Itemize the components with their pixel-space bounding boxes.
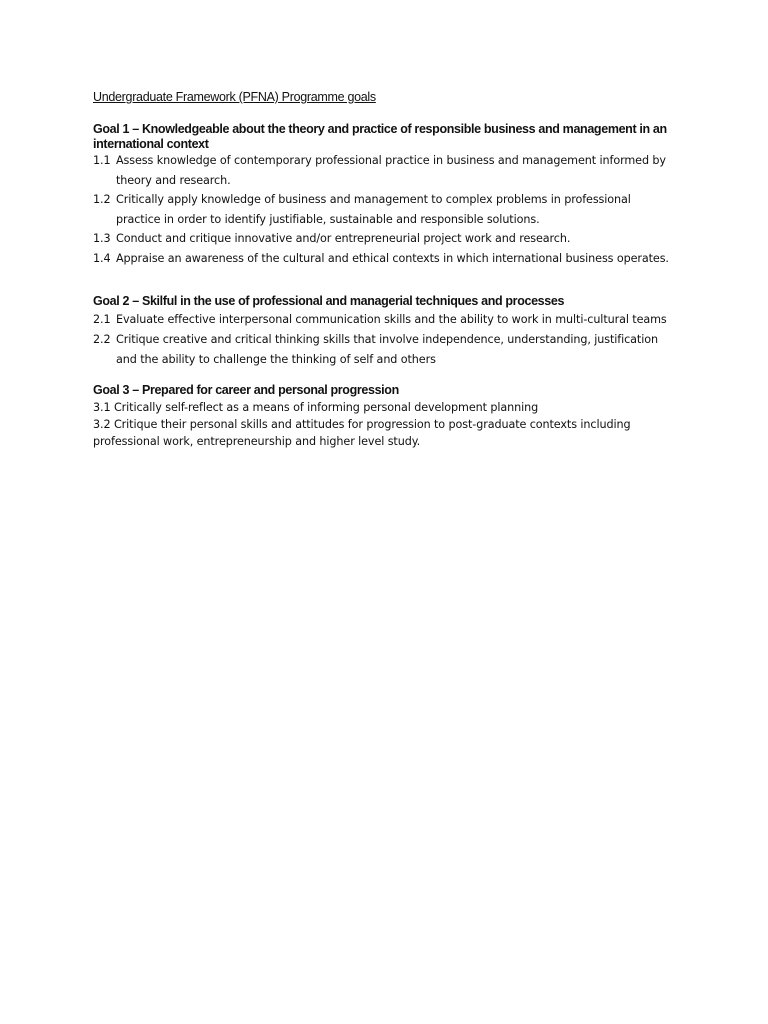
list-item bbox=[93, 190, 678, 229]
list-item: 3.1 Critically self-reflect as a means of informing personal development planning bbox=[93, 400, 539, 414]
item-number: 1.4 bbox=[93, 251, 111, 265]
list-item bbox=[93, 229, 678, 249]
item-text: Assess knowledge of contemporary professional practice in business and management informed by theory and research. bbox=[116, 154, 666, 187]
item-text: Evaluate effective interpersonal communication skills and the ability to work in multi-cultural teams bbox=[116, 312, 667, 326]
goal-1-outcomes-list bbox=[93, 151, 678, 268]
goal-1-heading: Goal 1 – Knowledgeable about the theory and practice of responsible business and management in an international context bbox=[93, 122, 667, 151]
document-page bbox=[93, 88, 678, 450]
item-number: 1.3 bbox=[93, 232, 111, 245]
list-item bbox=[93, 310, 678, 330]
item-text: Critically apply knowledge of business and management to complex problems in professional practice in order to identify justifiable, sustainable and responsible solutions. bbox=[116, 193, 631, 226]
goal-3-outcomes-list bbox=[93, 399, 678, 450]
item-text: Conduct and critique innovative and/or entrepreneurial project work and research. bbox=[116, 232, 571, 245]
goal-1-section bbox=[93, 122, 678, 268]
item-number: 2.1 bbox=[93, 312, 111, 326]
item-text: Critique creative and critical thinking skills that involve independence, understanding, justification and the ability to challenge the thinking of self and others bbox=[116, 333, 658, 366]
list-item bbox=[93, 249, 678, 269]
list-item bbox=[93, 330, 678, 369]
goal-3-heading: Goal 3 – Prepared for career and personal progression bbox=[93, 383, 399, 397]
item-number: 1.1 bbox=[93, 154, 111, 167]
item-number: 2.2 bbox=[93, 333, 111, 346]
goal-2-section bbox=[93, 294, 678, 369]
item-number: 1.2 bbox=[93, 193, 111, 206]
item-text: Appraise an awareness of the cultural and ethical contexts in which international business operates. bbox=[116, 251, 669, 265]
document-title: Undergraduate Framework (PFNA) Programme goals bbox=[93, 90, 376, 104]
list-item bbox=[93, 151, 678, 190]
goal-3-section bbox=[93, 383, 678, 450]
goal-2-heading: Goal 2 – Skilful in the use of professional and managerial techniques and processes bbox=[93, 294, 565, 308]
goal-2-outcomes-list bbox=[93, 310, 678, 370]
list-item: 3.2 Critique their personal skills and attitudes for progression to post-graduate contexts including professional work, entrepreneurship and higher level study. bbox=[93, 417, 631, 448]
